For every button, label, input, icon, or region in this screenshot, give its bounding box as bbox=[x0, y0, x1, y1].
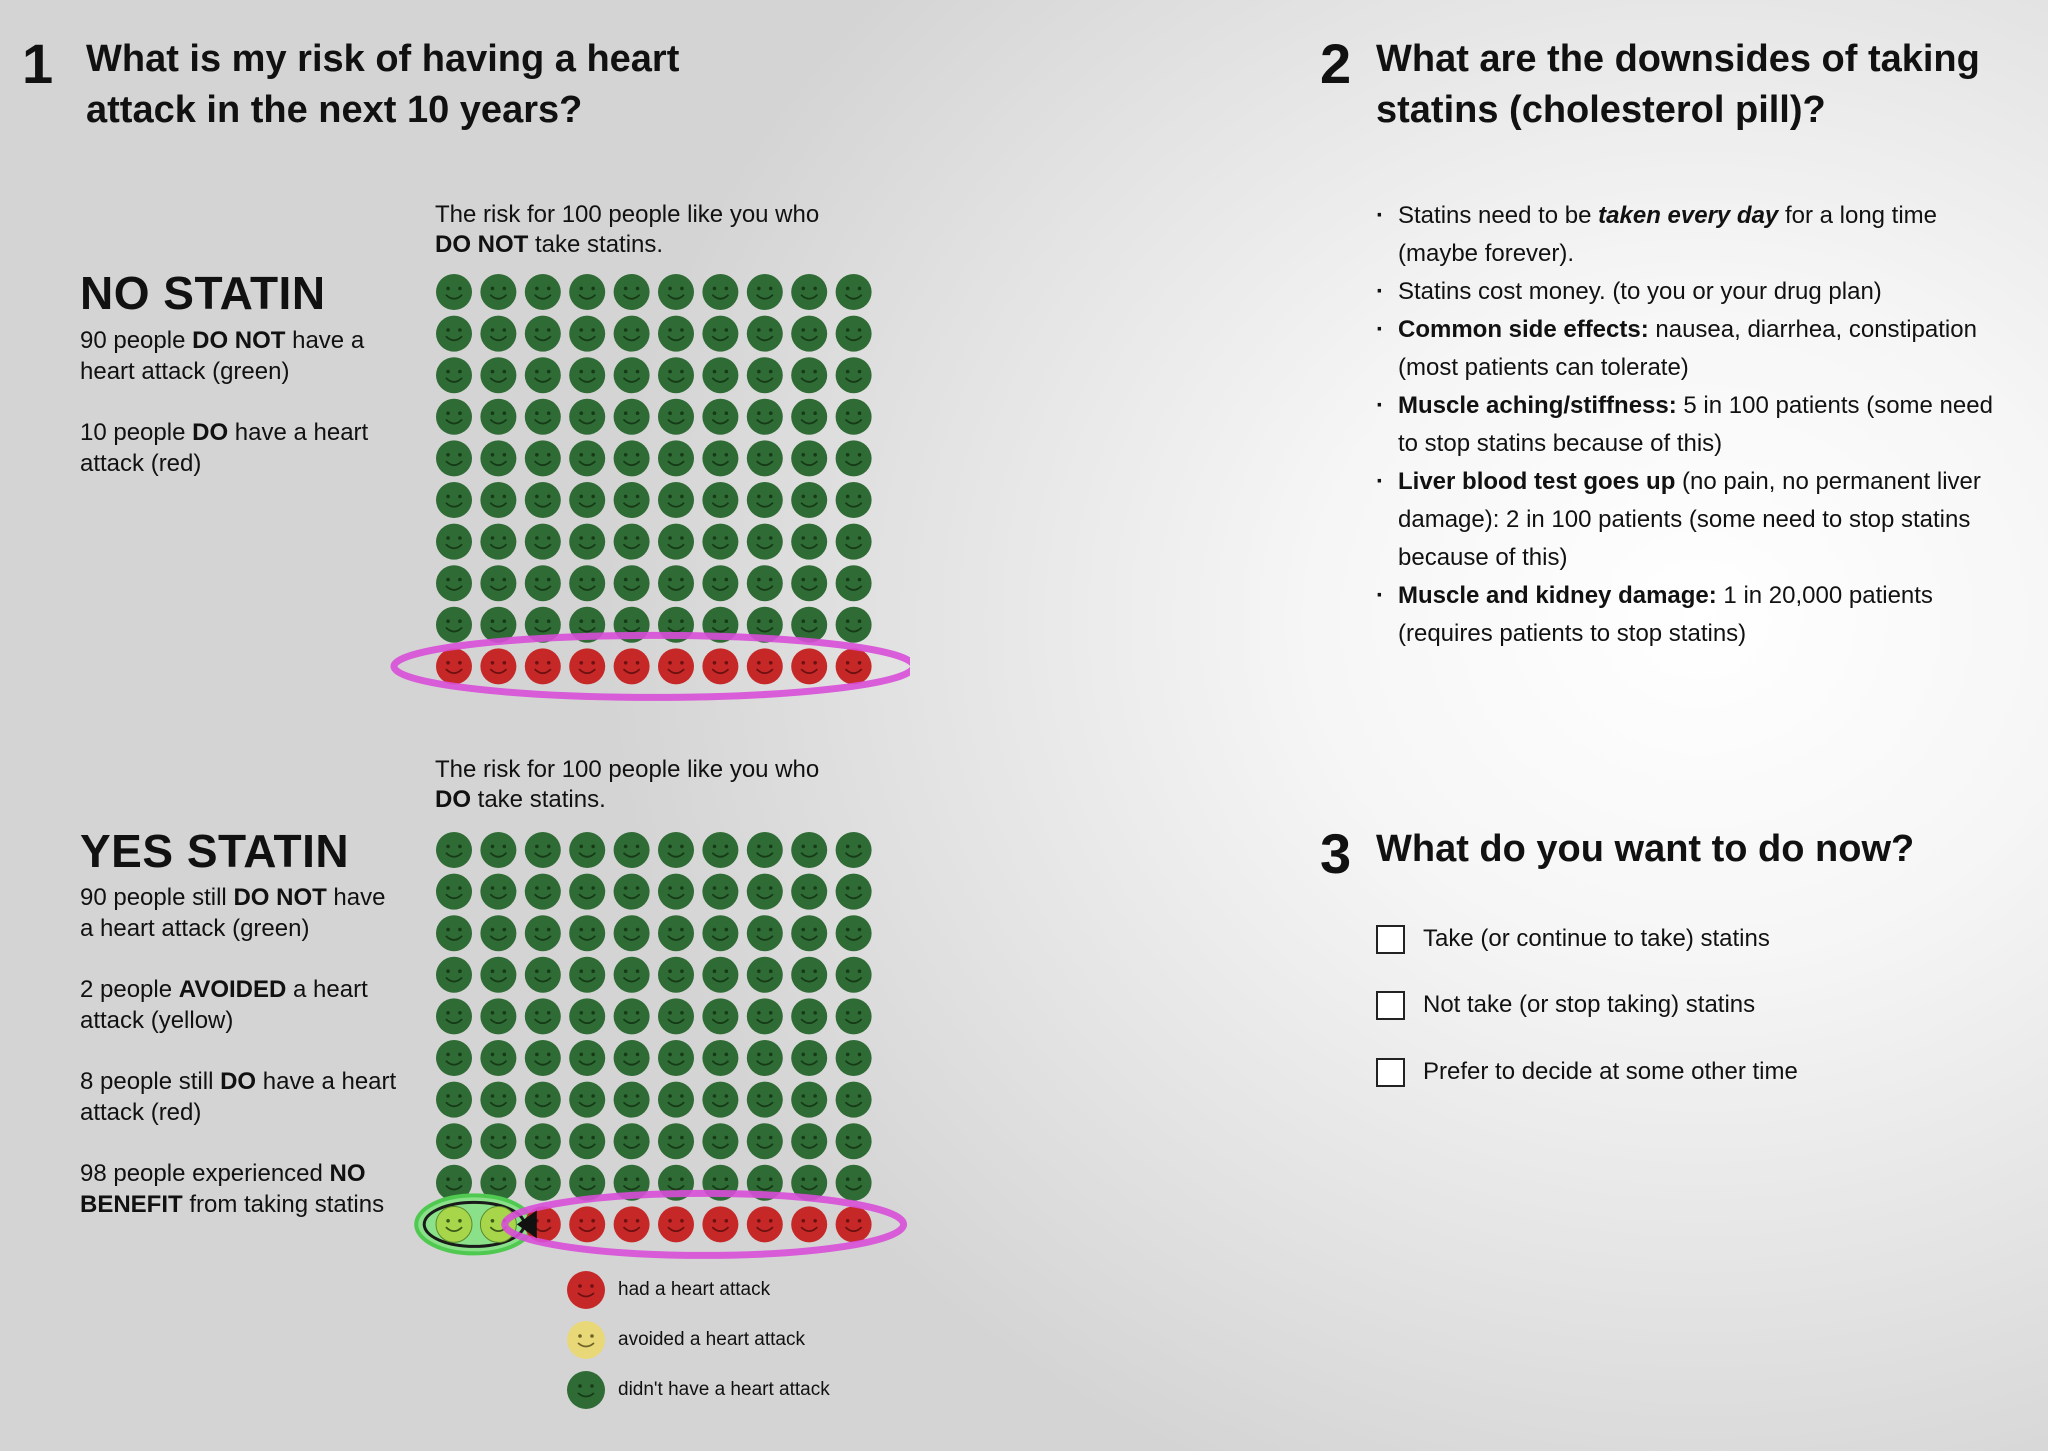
face-marker bbox=[836, 399, 872, 435]
face-marker bbox=[836, 274, 872, 310]
face-marker bbox=[436, 316, 472, 352]
face-marker bbox=[658, 440, 694, 476]
face-marker bbox=[702, 648, 738, 684]
checkbox[interactable] bbox=[1376, 991, 1405, 1020]
face-marker-avoided bbox=[480, 1206, 516, 1242]
face-marker bbox=[614, 874, 650, 910]
face-marker bbox=[747, 399, 783, 435]
text: 98 people experienced bbox=[80, 1160, 330, 1187]
text: 90 people still bbox=[80, 884, 234, 911]
downside-item bbox=[1376, 273, 2016, 311]
face-marker bbox=[436, 607, 472, 643]
face-marker bbox=[436, 565, 472, 601]
section-3-number: 3 bbox=[1320, 822, 1352, 885]
face-marker bbox=[525, 915, 561, 951]
face-marker bbox=[836, 915, 872, 951]
legend-yellow-label: avoided a heart attack bbox=[618, 1329, 805, 1350]
no-statin-description bbox=[80, 325, 390, 509]
option-not-take-statins[interactable] bbox=[1376, 988, 1755, 1022]
yes-statin-caption bbox=[435, 755, 819, 815]
face-marker-avoided bbox=[436, 1206, 472, 1242]
face-marker bbox=[525, 1082, 561, 1118]
text: 8 people still bbox=[80, 1068, 221, 1095]
caption-line1: The risk for 100 people like you who bbox=[435, 756, 820, 783]
face-marker bbox=[525, 399, 561, 435]
face-marker bbox=[836, 1123, 872, 1159]
face-marker bbox=[658, 915, 694, 951]
face-marker bbox=[791, 565, 827, 601]
text: for a long time (maybe forever). bbox=[1398, 202, 1938, 267]
text-bold: DO NOT bbox=[192, 327, 286, 354]
text-bold: DO NOT bbox=[435, 231, 529, 258]
face-marker bbox=[569, 316, 605, 352]
face-marker bbox=[836, 1040, 872, 1076]
face-marker bbox=[525, 832, 561, 868]
face-marker bbox=[569, 1123, 605, 1159]
text-bold: Muscle aching/stiffness: bbox=[1398, 392, 1677, 419]
face-marker bbox=[791, 915, 827, 951]
face-marker bbox=[702, 957, 738, 993]
face-marker bbox=[614, 357, 650, 393]
option-label: Take (or continue to take) statins bbox=[1423, 925, 1770, 952]
green-face-icon bbox=[566, 1370, 606, 1410]
face-marker bbox=[569, 832, 605, 868]
face-marker bbox=[747, 1040, 783, 1076]
face-marker bbox=[836, 316, 872, 352]
face-marker bbox=[614, 1082, 650, 1118]
legend-item-yellow bbox=[566, 1320, 805, 1360]
yes-statin-desc-4 bbox=[80, 1158, 400, 1220]
face-marker bbox=[658, 1040, 694, 1076]
face-marker bbox=[747, 357, 783, 393]
option-take-statins[interactable] bbox=[1376, 922, 1770, 956]
face-marker bbox=[480, 1123, 516, 1159]
text: from taking statins bbox=[182, 1191, 385, 1218]
face-marker bbox=[525, 648, 561, 684]
face-marker bbox=[569, 1206, 605, 1242]
face-marker bbox=[658, 1082, 694, 1118]
face-marker bbox=[480, 998, 516, 1034]
text: have a heart attack (green) bbox=[80, 327, 365, 385]
face-marker bbox=[480, 357, 516, 393]
face-marker bbox=[525, 874, 561, 910]
legend-item-red bbox=[566, 1270, 770, 1310]
face-marker bbox=[614, 915, 650, 951]
face-marker bbox=[480, 874, 516, 910]
text: 10 people bbox=[80, 419, 193, 446]
no-statin-desc-1 bbox=[80, 325, 390, 387]
legend-red-label: had a heart attack bbox=[618, 1279, 771, 1300]
face-marker bbox=[747, 648, 783, 684]
checkbox[interactable] bbox=[1376, 925, 1405, 954]
face-marker bbox=[525, 957, 561, 993]
face-marker bbox=[702, 565, 738, 601]
face-marker bbox=[791, 957, 827, 993]
text: 90 people bbox=[80, 327, 193, 354]
text: 5 in 100 patients (some need to stop statins because of this) bbox=[1398, 392, 1993, 457]
yellow-face-icon bbox=[566, 1320, 606, 1360]
downside-item bbox=[1376, 197, 2016, 273]
face-marker bbox=[480, 832, 516, 868]
legend-item-green bbox=[566, 1370, 830, 1410]
option-label: Not take (or stop taking) statins bbox=[1423, 991, 1756, 1018]
face-marker bbox=[480, 316, 516, 352]
section-1-number: 1 bbox=[22, 32, 54, 95]
text-bold: AVOIDED bbox=[178, 976, 287, 1003]
face-marker bbox=[525, 316, 561, 352]
face-marker bbox=[836, 565, 872, 601]
face-marker bbox=[614, 998, 650, 1034]
text: Statins cost money. (to you or your drug plan) bbox=[1398, 278, 1882, 305]
face-marker bbox=[614, 565, 650, 601]
face-marker bbox=[436, 440, 472, 476]
face-marker bbox=[436, 998, 472, 1034]
face-marker bbox=[791, 524, 827, 560]
face-marker bbox=[702, 316, 738, 352]
face-marker bbox=[569, 440, 605, 476]
text: (no pain, no permanent liver damage): 2 in 100 patients (some need to stop statins because of this) bbox=[1398, 468, 1981, 571]
face-marker bbox=[836, 482, 872, 518]
text-bold: Liver blood test goes up bbox=[1398, 468, 1676, 495]
face-marker bbox=[747, 524, 783, 560]
face-marker bbox=[525, 565, 561, 601]
text: take statins. bbox=[471, 786, 606, 813]
face-marker bbox=[747, 274, 783, 310]
face-marker bbox=[480, 440, 516, 476]
yes-statin-heading: YES STATIN bbox=[80, 825, 350, 877]
face-marker bbox=[525, 1165, 561, 1201]
face-marker bbox=[436, 482, 472, 518]
face-marker bbox=[569, 524, 605, 560]
face-marker bbox=[525, 274, 561, 310]
text-bold: DO bbox=[435, 786, 471, 813]
face-marker bbox=[569, 998, 605, 1034]
text: have a heart attack (green) bbox=[80, 884, 386, 942]
face-marker bbox=[702, 524, 738, 560]
face-marker bbox=[614, 316, 650, 352]
section-1-title-line2: attack in the next 10 years? bbox=[86, 89, 583, 131]
downside-item bbox=[1376, 463, 2016, 577]
face-marker bbox=[436, 957, 472, 993]
face-marker bbox=[836, 998, 872, 1034]
face-marker bbox=[480, 524, 516, 560]
face-marker bbox=[791, 482, 827, 518]
text-bold: NO BENEFIT bbox=[80, 1160, 366, 1218]
face-marker bbox=[436, 832, 472, 868]
face-marker bbox=[702, 399, 738, 435]
no-statin-heading: NO STATIN bbox=[80, 267, 326, 319]
face-marker bbox=[747, 957, 783, 993]
face-marker bbox=[436, 1123, 472, 1159]
section-2-title-line1: What are the downsides of taking bbox=[1376, 38, 1980, 80]
face-marker bbox=[702, 357, 738, 393]
face-marker bbox=[747, 1082, 783, 1118]
text-emphasis: taken every day bbox=[1598, 202, 1779, 229]
face-marker bbox=[658, 357, 694, 393]
face-marker bbox=[747, 482, 783, 518]
caption-line1: The risk for 100 people like you who bbox=[435, 201, 820, 228]
face-marker bbox=[436, 399, 472, 435]
face-marker bbox=[791, 1040, 827, 1076]
face-marker bbox=[569, 915, 605, 951]
face-marker bbox=[747, 874, 783, 910]
face-marker bbox=[614, 832, 650, 868]
face-marker bbox=[614, 524, 650, 560]
section-2-title bbox=[1376, 34, 1980, 136]
face-marker bbox=[614, 957, 650, 993]
downside-item bbox=[1376, 577, 2016, 653]
face-marker bbox=[614, 1040, 650, 1076]
face-marker bbox=[791, 1123, 827, 1159]
face-marker bbox=[791, 399, 827, 435]
section-1-title bbox=[86, 34, 679, 136]
face-marker bbox=[658, 957, 694, 993]
yes-statin-desc-1 bbox=[80, 882, 400, 944]
face-marker bbox=[614, 648, 650, 684]
face-marker bbox=[747, 565, 783, 601]
face-marker bbox=[614, 482, 650, 518]
face-marker bbox=[569, 957, 605, 993]
face-marker bbox=[658, 832, 694, 868]
legend-green-label: didn't have a heart attack bbox=[618, 1379, 830, 1400]
face-marker bbox=[436, 874, 472, 910]
face-marker bbox=[480, 915, 516, 951]
caption-line2 bbox=[435, 785, 819, 815]
face-marker bbox=[747, 1123, 783, 1159]
face-marker bbox=[480, 648, 516, 684]
text: 1 in 20,000 patients (requires patients to stop statins) bbox=[1398, 582, 1933, 647]
text-bold: Common side effects: bbox=[1398, 316, 1649, 343]
face-marker bbox=[836, 874, 872, 910]
face-marker bbox=[436, 274, 472, 310]
face-marker bbox=[836, 832, 872, 868]
face-marker bbox=[480, 399, 516, 435]
section-1-title-line1: What is my risk of having a heart bbox=[86, 38, 680, 80]
face-marker bbox=[569, 357, 605, 393]
face-marker bbox=[480, 1082, 516, 1118]
text-bold: DO bbox=[192, 419, 229, 446]
face-marker bbox=[569, 399, 605, 435]
face-marker bbox=[702, 440, 738, 476]
face-marker bbox=[791, 1206, 827, 1242]
face-marker bbox=[836, 1165, 872, 1201]
downside-item bbox=[1376, 311, 2016, 387]
face-marker bbox=[480, 1040, 516, 1076]
face-marker bbox=[747, 915, 783, 951]
face-marker bbox=[702, 482, 738, 518]
face-marker bbox=[436, 1040, 472, 1076]
face-marker bbox=[658, 482, 694, 518]
face-marker bbox=[702, 1040, 738, 1076]
section-3-title: What do you want to do now? bbox=[1376, 828, 1915, 870]
face-marker bbox=[836, 524, 872, 560]
face-marker bbox=[658, 998, 694, 1034]
downsides-list bbox=[1376, 197, 2016, 653]
face-marker bbox=[658, 399, 694, 435]
face-marker bbox=[569, 482, 605, 518]
face-marker bbox=[569, 274, 605, 310]
face-marker bbox=[836, 607, 872, 643]
face-marker bbox=[791, 874, 827, 910]
face-marker bbox=[569, 1082, 605, 1118]
face-marker bbox=[658, 1206, 694, 1242]
face-marker bbox=[791, 274, 827, 310]
face-marker bbox=[658, 524, 694, 560]
section-2-number: 2 bbox=[1320, 32, 1352, 95]
face-marker bbox=[658, 565, 694, 601]
face-marker bbox=[658, 316, 694, 352]
face-marker bbox=[569, 874, 605, 910]
face-marker bbox=[525, 524, 561, 560]
text-bold: DO NOT bbox=[233, 884, 327, 911]
face-marker bbox=[747, 832, 783, 868]
face-marker bbox=[836, 440, 872, 476]
face-marker bbox=[658, 874, 694, 910]
face-marker bbox=[791, 998, 827, 1034]
face-marker bbox=[436, 915, 472, 951]
face-marker bbox=[569, 648, 605, 684]
face-marker bbox=[747, 998, 783, 1034]
face-marker bbox=[702, 274, 738, 310]
face-marker bbox=[614, 274, 650, 310]
face-marker bbox=[614, 399, 650, 435]
text: take statins. bbox=[528, 231, 664, 258]
text: nausea, diarrhea, constipation (most patients can tolerate) bbox=[1398, 316, 1977, 381]
text: 2 people bbox=[80, 976, 179, 1003]
text: a heart attack (yellow) bbox=[80, 976, 368, 1034]
face-marker bbox=[791, 316, 827, 352]
text-bold: DO bbox=[220, 1068, 257, 1095]
yes-statin-desc-3 bbox=[80, 1066, 400, 1128]
face-marker bbox=[836, 1082, 872, 1118]
yes-statin-pictogram bbox=[390, 818, 920, 1278]
face-marker bbox=[525, 1123, 561, 1159]
face-marker bbox=[480, 482, 516, 518]
face-marker bbox=[702, 832, 738, 868]
face-marker bbox=[614, 1123, 650, 1159]
no-statin-desc-2 bbox=[80, 417, 390, 479]
face-marker bbox=[658, 274, 694, 310]
face-marker bbox=[569, 1040, 605, 1076]
face-marker bbox=[658, 1123, 694, 1159]
face-marker bbox=[702, 1123, 738, 1159]
face-marker bbox=[436, 1082, 472, 1118]
text: have a heart attack (red) bbox=[80, 419, 369, 477]
face-marker bbox=[436, 357, 472, 393]
no-statin-caption bbox=[435, 200, 819, 260]
face-marker bbox=[525, 998, 561, 1034]
red-face-icon bbox=[566, 1270, 606, 1310]
face-marker bbox=[747, 1206, 783, 1242]
face-marker bbox=[436, 648, 472, 684]
face-marker bbox=[702, 1206, 738, 1242]
face-marker bbox=[747, 440, 783, 476]
face-marker bbox=[791, 648, 827, 684]
face-marker bbox=[569, 565, 605, 601]
face-marker bbox=[525, 440, 561, 476]
face-marker bbox=[791, 1082, 827, 1118]
face-marker bbox=[836, 1206, 872, 1242]
face-marker bbox=[614, 1206, 650, 1242]
face-marker bbox=[836, 357, 872, 393]
face-marker bbox=[791, 357, 827, 393]
face-marker bbox=[702, 1082, 738, 1118]
option-decide-later[interactable] bbox=[1376, 1055, 1798, 1089]
downside-item bbox=[1376, 387, 2016, 463]
face-marker bbox=[836, 957, 872, 993]
face-marker bbox=[791, 440, 827, 476]
face-marker bbox=[702, 874, 738, 910]
checkbox[interactable] bbox=[1376, 1058, 1405, 1087]
face-marker bbox=[747, 316, 783, 352]
section-2-title-line2: statins (cholesterol pill)? bbox=[1376, 89, 1826, 131]
text-bold: Muscle and kidney damage: bbox=[1398, 582, 1717, 609]
caption-line2 bbox=[435, 230, 819, 260]
face-marker bbox=[791, 832, 827, 868]
face-marker bbox=[525, 1040, 561, 1076]
face-marker bbox=[658, 648, 694, 684]
option-label: Prefer to decide at some other time bbox=[1423, 1058, 1798, 1085]
yes-statin-description bbox=[80, 882, 400, 1250]
text: have a heart attack (red) bbox=[80, 1068, 397, 1126]
yes-statin-desc-2 bbox=[80, 974, 400, 1036]
face-marker bbox=[525, 357, 561, 393]
face-marker bbox=[480, 957, 516, 993]
face-marker bbox=[480, 274, 516, 310]
face-marker bbox=[702, 998, 738, 1034]
no-statin-pictogram bbox=[390, 260, 910, 720]
face-marker bbox=[836, 648, 872, 684]
face-marker bbox=[614, 440, 650, 476]
face-marker bbox=[436, 524, 472, 560]
face-marker bbox=[480, 565, 516, 601]
face-marker bbox=[525, 482, 561, 518]
face-marker bbox=[702, 915, 738, 951]
text: Statins need to be bbox=[1398, 202, 1599, 229]
